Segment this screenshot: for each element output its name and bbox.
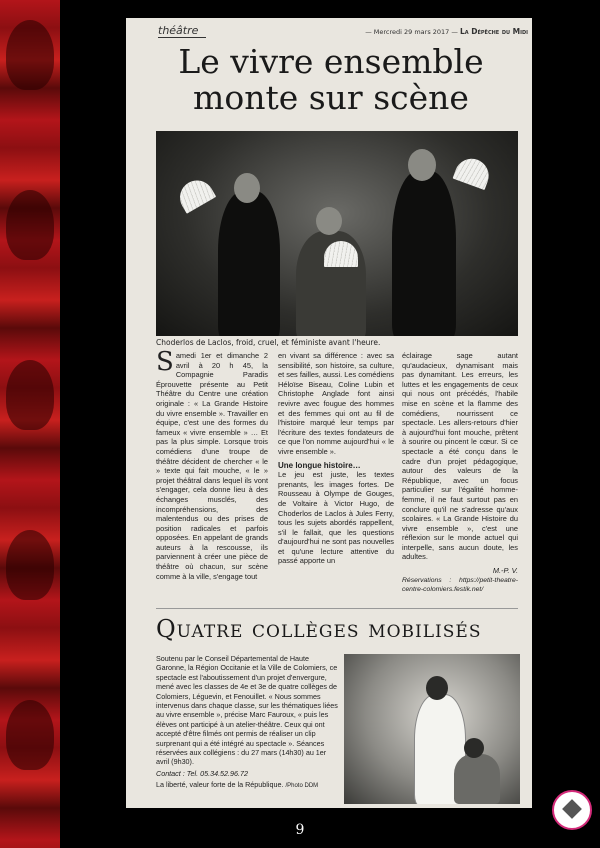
actor-head — [408, 149, 436, 181]
dancer-figure — [6, 360, 54, 430]
page-header — [158, 24, 528, 40]
stage-photo — [156, 131, 518, 336]
sidebar-body — [156, 654, 338, 792]
photo-caption: Choderlos de Laclos, froid, cruel, et féministe avant l'heure. — [156, 338, 381, 347]
column-1-text: amedi 1er et dimanche 2 avril à 20 h 45, la Compagnie Paradis Éprouvette présente au Petit Théâtre du Centre une création originale : « La Grande Histoire du vivre ensemble ». Travailler en équipe, c'est une des formes du fameux « vivre ensemble » … Et pas la plus simple. Lorsque trois comédiens d'une troupe de théâtre décident de chercher « le » texte qui fait mouche, « le » projet théâtral dans lequel ils vont s'engager, cela donne lieu à des échanges musclés, des incompréhensions, des malentendus ou des prises de position radicales et parfois opposées. En appelant de grands auteurs à la rescousse, ils parviennent à créer une pièce de théâtre où chacun, sur scène comme à la ville, s'engage tout — [156, 351, 268, 581]
actor-head — [426, 676, 448, 700]
column-3-text: éclairage sage autant qu'audacieux, dynamisant mais pas dynamitant. Les erreurs, les luttes et les engagements de ceux qui nous ont précédés, l'habile mise en scène et la flamme des comédiens, nourrissent ce spectacle. Les allers-retours d'hier à aujourd'hui font mouche, prêtent à sourire ou pincent le cœur. Si ce spectacle a été conçu dans le cadre d'un projet pédagogique, autour des valeurs de la République, avec un focus particulier sur l'égalité homme-femme, il ne faut surtout pas en conclure qu'il ne s'adresse qu'aux scolaires. « La Grande Histoire du vivre ensemble », c'est une réflexion sur le monde actuel qui interpelle, sans aucun doute, les adultes. — [402, 351, 518, 562]
author-signature: M.-P. V. — [492, 566, 518, 576]
dancer-figure — [6, 20, 54, 90]
contact-line: Contact : Tel. 05.34.52.96.72 — [156, 768, 249, 778]
article-column-1 — [156, 347, 268, 581]
reservation-info: Réservations : https://petit-theatre-centre-colomiers.festik.net/ — [402, 576, 518, 594]
photo-credit: /Photo DDM — [285, 783, 319, 790]
column-2-text-b: Le jeu est juste, les textes prenants, les images fortes. De Rousseau à Olympe de Gouges, de Voltaire à Victor Hugo, de Choderlos de Laclos à Jules Ferry, tous les sujets abordés rappellent, s'il le fallait, que les questions d'aujourd'hui ne sont pas nouvelles et qu'une lecture attentive du passé apporte un — [278, 470, 394, 566]
subheading: Une longue histoire… — [278, 460, 361, 470]
headline-line-2: monte sur scène — [193, 78, 469, 117]
sidebar-title: Quatre collèges mobilisés — [156, 608, 518, 643]
sidebar-photo-caption: La liberté, valeur forte de la République. — [156, 780, 284, 790]
fan-prop — [174, 174, 216, 214]
actor-head — [464, 738, 484, 758]
column-2-text-a: en vivant sa différence : avec sa sensibilité, son histoire, sa culture, et ses failles, aussi. Les comédiens Héloïse Biseau, Coline Lubin et Christophe Anglade font ainsi revivre avec fougue des hommes et des femmes qui ont au fil de l'histoire marqué leur temps par l'écriture des textes fondateurs de ce que l'on nomme aujourd'hui « le vivre ensemble ». — [278, 351, 394, 456]
actor-head — [234, 173, 260, 203]
fan-prop — [453, 154, 494, 190]
publication-info — [365, 27, 528, 36]
headline — [146, 44, 516, 116]
students-photo — [344, 654, 520, 804]
page-number: 9 — [295, 822, 305, 838]
headline-line-1: Le vivre ensemble — [178, 42, 484, 81]
fan-prop — [324, 241, 358, 267]
newspaper-clipping — [126, 18, 532, 808]
dancer-figure — [6, 190, 54, 260]
dancer-figure — [6, 700, 54, 770]
cube-icon — [562, 799, 582, 819]
sidebar-text: Soutenu par le Conseil Départemental de Haute Garonne, la Région Occitanie et la Ville de Colomiers, ce spectacle est l'aboutissement d'un projet d'envergure, mené avec les classes de 4e et 3e de quatre collèges de Colomiers, Léguevin, et Fenouillet. « Nous sommes intervenus dans chaque classe, sur les thématiques liées au vivre ensemble », précise Marc Fauroux, « puis les élèves ont participé à un atelier-théâtre. Ceux qui ont accepté d'être filmés ont permis de réaliser un clip surprenant qui a été intégré au spectacle ». Séances réservées aux collégiens : du 27 mars (14h30) au 1er avril (9h30). — [156, 654, 338, 767]
publication-name: La Dépêche du Midi — [459, 27, 528, 36]
section-rubric: théâtre — [158, 24, 206, 38]
actor-silhouette — [218, 191, 280, 336]
publication-date: — Mercredi 29 mars 2017 — — [365, 28, 458, 36]
logo-icon — [552, 790, 592, 830]
actor-head — [316, 207, 342, 235]
actor-silhouette — [454, 754, 500, 804]
article-column-3 — [402, 351, 518, 595]
dancer-figure — [6, 530, 54, 600]
decorative-side-strip — [0, 0, 60, 848]
actor-silhouette — [392, 171, 456, 336]
article-column-2 — [278, 351, 394, 566]
drop-cap: S — [156, 347, 174, 377]
